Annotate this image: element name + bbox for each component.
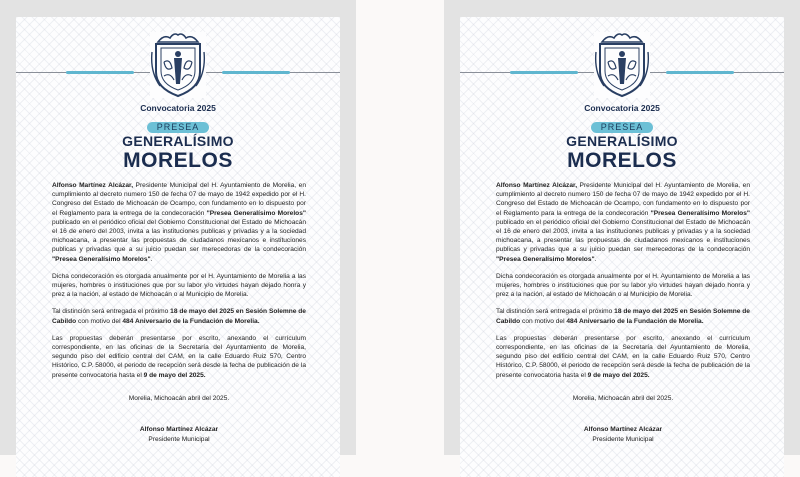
signature-block [52,425,306,445]
document-content [496,181,750,445]
text-bold: Alfonso Martínez Alcázar, [496,182,578,189]
text-bold: "Presea Generalísimo Morelos" [206,209,307,217]
document-page [460,17,784,477]
award-badge [460,120,784,133]
text: publicado en el periódico oficial del Gobierno Constitucional del Estado de Michoacán el 16 de enero del 2003, invita a las instituciones publicas y privadas y a la sociedad michoacana, a presentar las propuestas de ciudadanos mexicanos e instituciones publicas y privadas que a su juicio puedan ser merecedoras de la condecoración [52,218,306,254]
text: con motivo del [520,317,567,325]
document-view-right [444,0,800,455]
call-heading: Convocatoria 2025 [584,103,660,113]
place-date: Morelia, Michoacán abril del 2025. [572,394,674,402]
document-body [52,181,306,380]
award-title-line1: GENERALÍSIMO [566,133,678,149]
text-bold: "Presea Generalísimo Morelos" [52,255,151,263]
award-title-line2: MORELOS [123,149,233,172]
paragraph-description [52,272,306,300]
paragraph-ceremony [52,307,306,325]
document-body [496,181,750,380]
text: Las propuestas deberán presentarse por escrito, anexando el currículum correspondiente, en las oficinas de la Secretaría del Ayuntamiento de Morelia, segundo piso del edificio central del CAM, en la calle Eduardo Ruiz 570, Centro Histórico, C.P. 58000, el periodo de recepción será desde la fecha de publicación de la presente convocatoria hasta el [52,334,306,379]
document-content [52,181,306,445]
signatory-name: Alfonso Martínez Alcázar [139,425,219,433]
coat-of-arms-emblem [594,32,650,98]
paragraph-submission [52,334,306,380]
text-bold: 18 de mayo del 2025 en Sesión Solemne de Cabildo [496,308,750,325]
text-bold: "Presea Generalísimo Morelos" [496,255,595,263]
text: . [150,255,153,263]
place-date: Morelia, Michoacán abril del 2025. [128,394,230,402]
text: Tal distinción será entregada el próximo [496,308,615,316]
signatory-name: Alfonso Martínez Alcázar [583,425,663,433]
signatory-title: Presidente Municipal [592,435,654,443]
text: Dicha condecoración es otorgada anualmente por el H. Ayuntamiento de Morelia a las mujeres, hombres o instituciones que por su labor y/o virtudes hayan dejado honra y prez a la nación, al estado de Michoacán o al Municipio de Morelia. [52,272,306,299]
text-bold: 484 Aniversario de la Fundación de Morelia. [122,317,260,325]
text: Presidente Municipal del H. Ayuntamiento de Morelia, en cumplimiento al decreto numero 150 de fecha 07 de mayo de 1942 expedido por el H. Congreso del Estado de Michoacán de Ocampo, con fundamento en lo dispuesto por el Reglamento para la entrega de la condecoración [496,182,750,217]
divider-accent-right [666,71,734,74]
call-heading: Convocatoria 2025 [140,103,216,113]
award-badge-label: PRESEA [147,122,210,133]
divider-accent-left [66,71,134,74]
signatory-title: Presidente Municipal [148,435,210,443]
text-bold: "Presea Generalísimo Morelos" [650,209,751,217]
award-title-line2: MORELOS [567,149,677,172]
text: publicado en el periódico oficial del Gobierno Constitucional del Estado de Michoacán el 16 de enero del 2003, invita a las instituciones publicas y privadas y a la sociedad michoacana, a presentar las propuestas de ciudadanos mexicanos e instituciones publicas y privadas que a su juicio puedan ser merecedoras de la condecoración [496,218,750,254]
text: Las propuestas deberán presentarse por escrito, anexando el currículum correspondiente, en las oficinas de la Secretaría del Ayuntamiento de Morelia, segundo piso del edificio central del CAM, en la calle Eduardo Ruiz 570, Centro Histórico, C.P. 58000, el periodo de recepción será desde la fecha de publicación de la presente convocatoria hasta el [496,334,750,379]
text: Presidente Municipal del H. Ayuntamiento de Morelia, en cumplimiento al decreto numero 150 de fecha 07 de mayo de 1942 expedido por el H. Congreso del Estado de Michoacán de Ocampo, con fundamento en lo dispuesto por el Reglamento para la entrega de la condecoración [52,182,306,217]
paragraph-intro [52,181,306,264]
paragraph-intro [496,181,750,264]
text-bold: 9 de mayo del 2025. [587,371,650,379]
document-page [16,17,340,477]
signature-block [496,425,750,445]
text-bold: 18 de mayo del 2025 en Sesión Solemne de Cabildo [52,308,306,325]
text: . [594,255,597,263]
text: con motivo del [76,317,123,325]
document-view-left [0,0,356,455]
award-badge-label: PRESEA [591,122,654,133]
paragraph-ceremony [496,307,750,325]
divider-accent-left [510,71,578,74]
text-bold: 484 Aniversario de la Fundación de Morelia. [566,317,704,325]
text: Dicha condecoración es otorgada anualmente por el H. Ayuntamiento de Morelia a las mujeres, hombres o instituciones que por su labor y/o virtudes hayan dejado honra y prez a la nación, al estado de Michoacán o al Municipio de Morelia. [496,272,750,299]
text-bold: 9 de mayo del 2025. [143,371,206,379]
award-title-line1: GENERALÍSIMO [122,133,234,149]
coat-of-arms-emblem [150,32,206,98]
divider-accent-right [222,71,290,74]
text: Tal distinción será entregada el próximo [52,308,171,316]
award-badge [16,120,340,133]
paragraph-description [496,272,750,300]
paragraph-submission [496,334,750,380]
text-bold: Alfonso Martínez Alcázar, [52,182,134,189]
